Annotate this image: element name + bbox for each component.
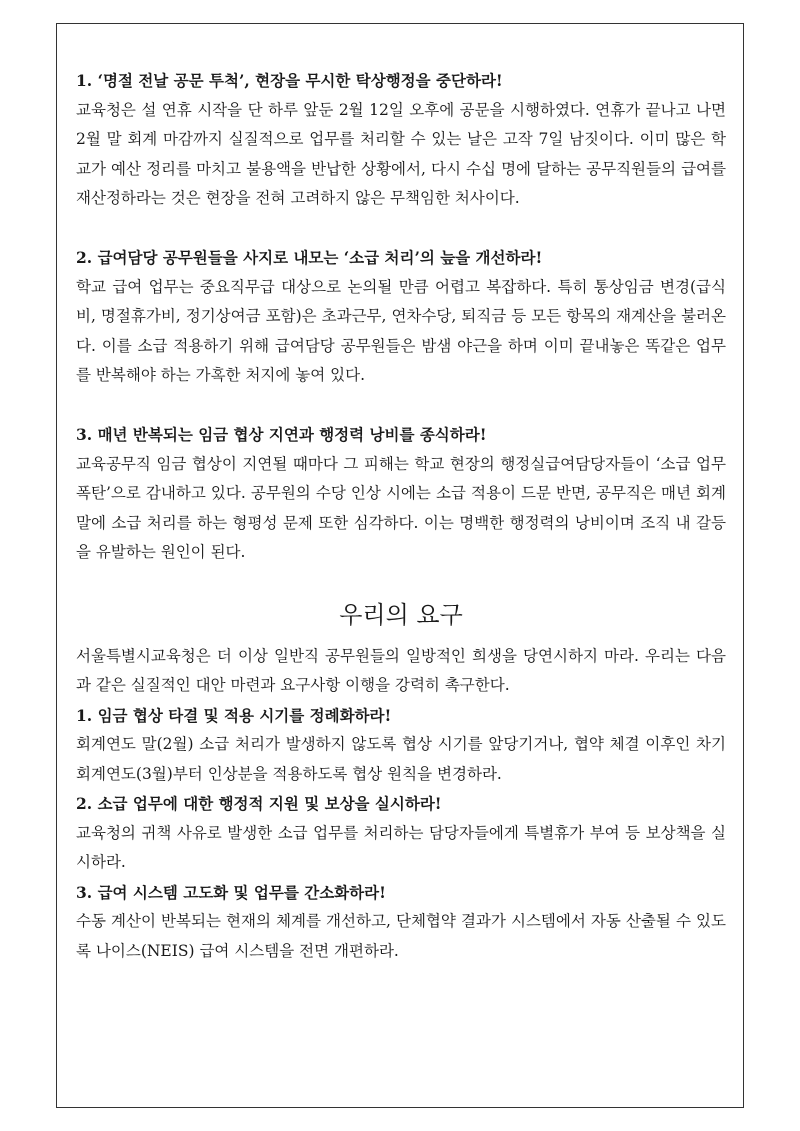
demands-intro: 서울특별시교육청은 더 이상 일반직 공무원들의 일방적인 희생을 당연시하지 마라. 우리는 다음과 같은 실질적인 대안 마련과 요구사항 이행을 강력히 촉구한다. [76,646,726,694]
demand-2-body: 교육청의 귀책 사유로 발생한 소급 업무를 처리하는 담당자들에게 특별휴가 부여 등 보상책을 실시하라. [76,823,726,871]
demand-1-body: 회계연도 말(2월) 소급 처리가 발생하지 않도록 협상 시기를 앞당기거나, 협약 체결 이후인 차기 회계연도(3월)부터 인상분을 적용하도록 협상 원칙을 변경하라. [76,735,726,783]
section-1-heading: 1. ‘명절 전날 공문 투척’, 현장을 무시한 탁상행정을 중단하라! [76,71,503,90]
section-3-heading: 3. 매년 반복되는 임금 협상 지연과 행정력 낭비를 종식하라! [76,425,487,444]
section-2-body: 학교 급여 업무는 중요직무급 대상으로 논의될 만큼 어렵고 복잡하다. 특히 통상임금 변경(급식비, 명절휴가비, 정기상여금 포함)은 초과근무, 연차수당, 퇴직금 등 모든 항목의 재계산을 불러온다. 이를 소급 적용하기 위해 급여담당 공무원들은 밤샘 야근을 하며 이미 끝내놓은 똑같은 업무를 반복해야 하는 가혹한 처지에 놓여 있다. [76,277,726,384]
demand-1-heading: 1. 임금 협상 타결 및 적용 시기를 정례화하라! [76,705,392,725]
demand-item-1 [76,701,726,790]
demand-item-3 [76,878,726,967]
section-2 [76,243,726,391]
section-2-heading: 2. 급여담당 공무원들을 사지로 내모는 ‘소급 처리’의 늪을 개선하라! [76,248,543,267]
document-body [76,66,726,966]
section-3-body: 교육공무직 임금 협상이 지연될 때마다 그 피해는 학교 현장의 행정실급여담당자들이 ‘소급 업무 폭탄’으로 감내하고 있다. 공무원의 수당 인상 시에는 소급 적용이 드문 반면, 공무직은 매년 회계말에 소급 처리를 하는 형평성 문제 또한 심각하다. 이는 명백한 행정력의 낭비이며 조직 내 갈등을 유발하는 원인이 된다. [76,454,726,561]
section-1-body: 교육청은 설 연휴 시작을 단 하루 앞둔 2월 12일 오후에 공문을 시행하였다. 연휴가 끝나고 나면 2월 말 회계 마감까지 실질적으로 업무를 처리할 수 있는 날은 고작 7일 남짓이다. 이미 많은 학교가 예산 정리를 마치고 불용액을 반납한 상황에서, 다시 수십 명에 달하는 공무직원들의 급여를 재산정하라는 것은 현장을 전혀 고려하지 않은 무책임한 처사이다. [76,100,726,207]
demand-item-2 [76,789,726,878]
demands-title: 우리의 요구 [339,600,463,629]
demand-3-heading: 3. 급여 시스템 고도화 및 업무를 간소화하라! [76,882,386,902]
demand-3-body: 수동 계산이 반복되는 현재의 체계를 개선하고, 단체협약 결과가 시스템에서 자동 산출될 수 있도록 나이스(NEIS) 급여 시스템을 전면 개편하라. [76,912,726,960]
demand-2-heading: 2. 소급 업무에 대한 행정적 지원 및 보상을 실시하라! [76,794,442,813]
section-1 [76,66,726,214]
section-3 [76,420,726,568]
